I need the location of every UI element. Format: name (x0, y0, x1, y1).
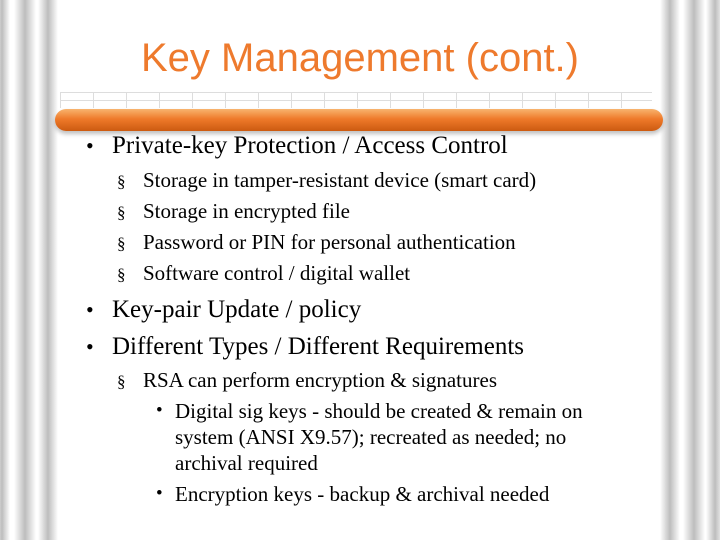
sub-bullet-tamper: § Storage in tamper-resistant device (smart card) (143, 167, 536, 193)
decorative-column (683, 0, 705, 540)
bullet-mark: § (117, 234, 126, 253)
bullet-mark: § (117, 372, 126, 391)
bullet-different-types: • Different Types / Different Requirements (86, 333, 525, 360)
bullet-mark: • (156, 483, 163, 504)
decorative-column (0, 0, 10, 540)
sub-sub-bullet-digital-sig: • Digital sig keys - should be created & remain on system (ANSI X9.57); recreated as needed; no archival required (156, 399, 583, 475)
bullet-mark: • (86, 297, 94, 322)
bullet-mark: § (117, 203, 126, 222)
decorative-column (38, 0, 58, 540)
slide-title: Key Management (cont.) (141, 36, 579, 80)
sub-bullet-rsa: § RSA can perform encryption & signatures (143, 367, 497, 393)
sub-bullet-password: § Password or PIN for personal authentication (143, 229, 516, 255)
bullet-mark: § (117, 265, 126, 284)
decorative-column (660, 0, 680, 540)
bullet-private-key: • Private-key Protection / Access Control (86, 132, 508, 159)
title-underline-bar (55, 109, 663, 131)
sub-bullet-encrypted-file: § Storage in encrypted file (143, 198, 350, 224)
bullet-mark: • (156, 400, 163, 421)
sub-sub-bullet-encryption-keys: • Encryption keys - backup & archival needed (156, 482, 550, 506)
decorative-column (14, 0, 36, 540)
decorative-column (706, 0, 720, 540)
bullet-mark: § (117, 172, 126, 191)
sub-bullet-software: § Software control / digital wallet (143, 260, 410, 286)
bullet-key-pair-update: • Key-pair Update / policy (86, 296, 362, 323)
bullet-mark: • (86, 133, 94, 158)
bullet-mark: • (86, 334, 94, 359)
grid-decoration (60, 92, 652, 108)
